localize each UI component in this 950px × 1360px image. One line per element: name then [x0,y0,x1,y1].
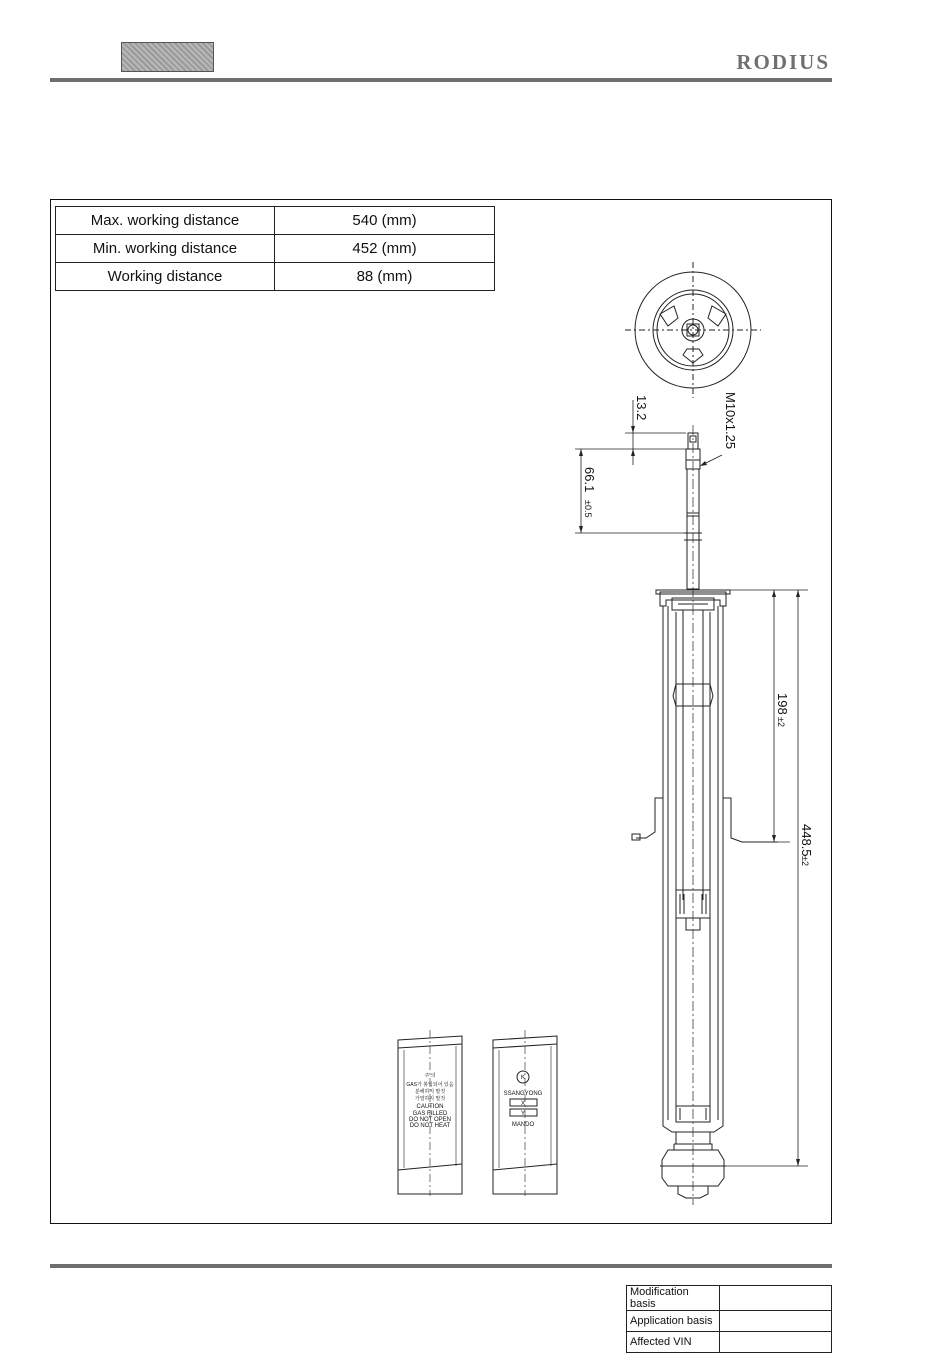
brand-logo: RODIUS [736,50,830,74]
dim-thread: M10x1.25 [723,392,738,450]
label-warn-line: GAS가 봉입되어 있음 [406,1082,454,1088]
dim-total: 448.5 [799,824,814,857]
revision-row [627,1286,832,1311]
label-warn-line: 분해하지 말것 [414,1089,446,1095]
dim-total-tol: ±2 [800,856,810,866]
label-gas: GAS FILLED [412,1111,448,1117]
revision-row [627,1332,832,1353]
dim-rod: 66.1 [582,467,597,493]
dim-top: 13.2 [634,395,649,421]
spec-value: 540 (mm) [275,207,495,235]
label-caution: CAUTION [416,1104,444,1110]
dim-rod-tol: ±0.5 [583,500,593,518]
revision-label: Affected VIN [627,1332,720,1353]
label-heat: DO NOT HEAT [409,1123,451,1129]
label-brand: SSANGYONG [503,1091,543,1097]
revision-value [720,1332,832,1353]
dimension-lines [575,400,808,1166]
spec-label: Min. working distance [56,235,275,263]
spec-value: 452 (mm) [275,235,495,263]
footer-rule [50,1264,832,1268]
label-maker: MANDO [511,1122,535,1128]
revision-value [720,1311,832,1332]
label-box-y: Y [520,1111,526,1117]
spec-label: Max. working distance [56,207,275,235]
label-warn-title: 주 의 [424,1073,436,1079]
spec-label: Working distance [56,263,275,291]
label-warn-line: 가열하지 말것 [414,1096,446,1102]
label-box-x: X [520,1101,526,1107]
revision-value [720,1286,832,1311]
label-open: DO NOT OPEN [409,1117,451,1123]
revision-table [626,1285,832,1353]
label-logo: K [520,1075,526,1081]
revision-label: Application basis [627,1311,720,1332]
spec-value: 88 (mm) [275,263,495,291]
dim-body-tol: ±2 [776,717,786,727]
revision-row [627,1311,832,1332]
top-view [625,262,761,398]
dim-body: 198 [775,693,790,715]
revision-label: Modification basis [627,1286,720,1311]
